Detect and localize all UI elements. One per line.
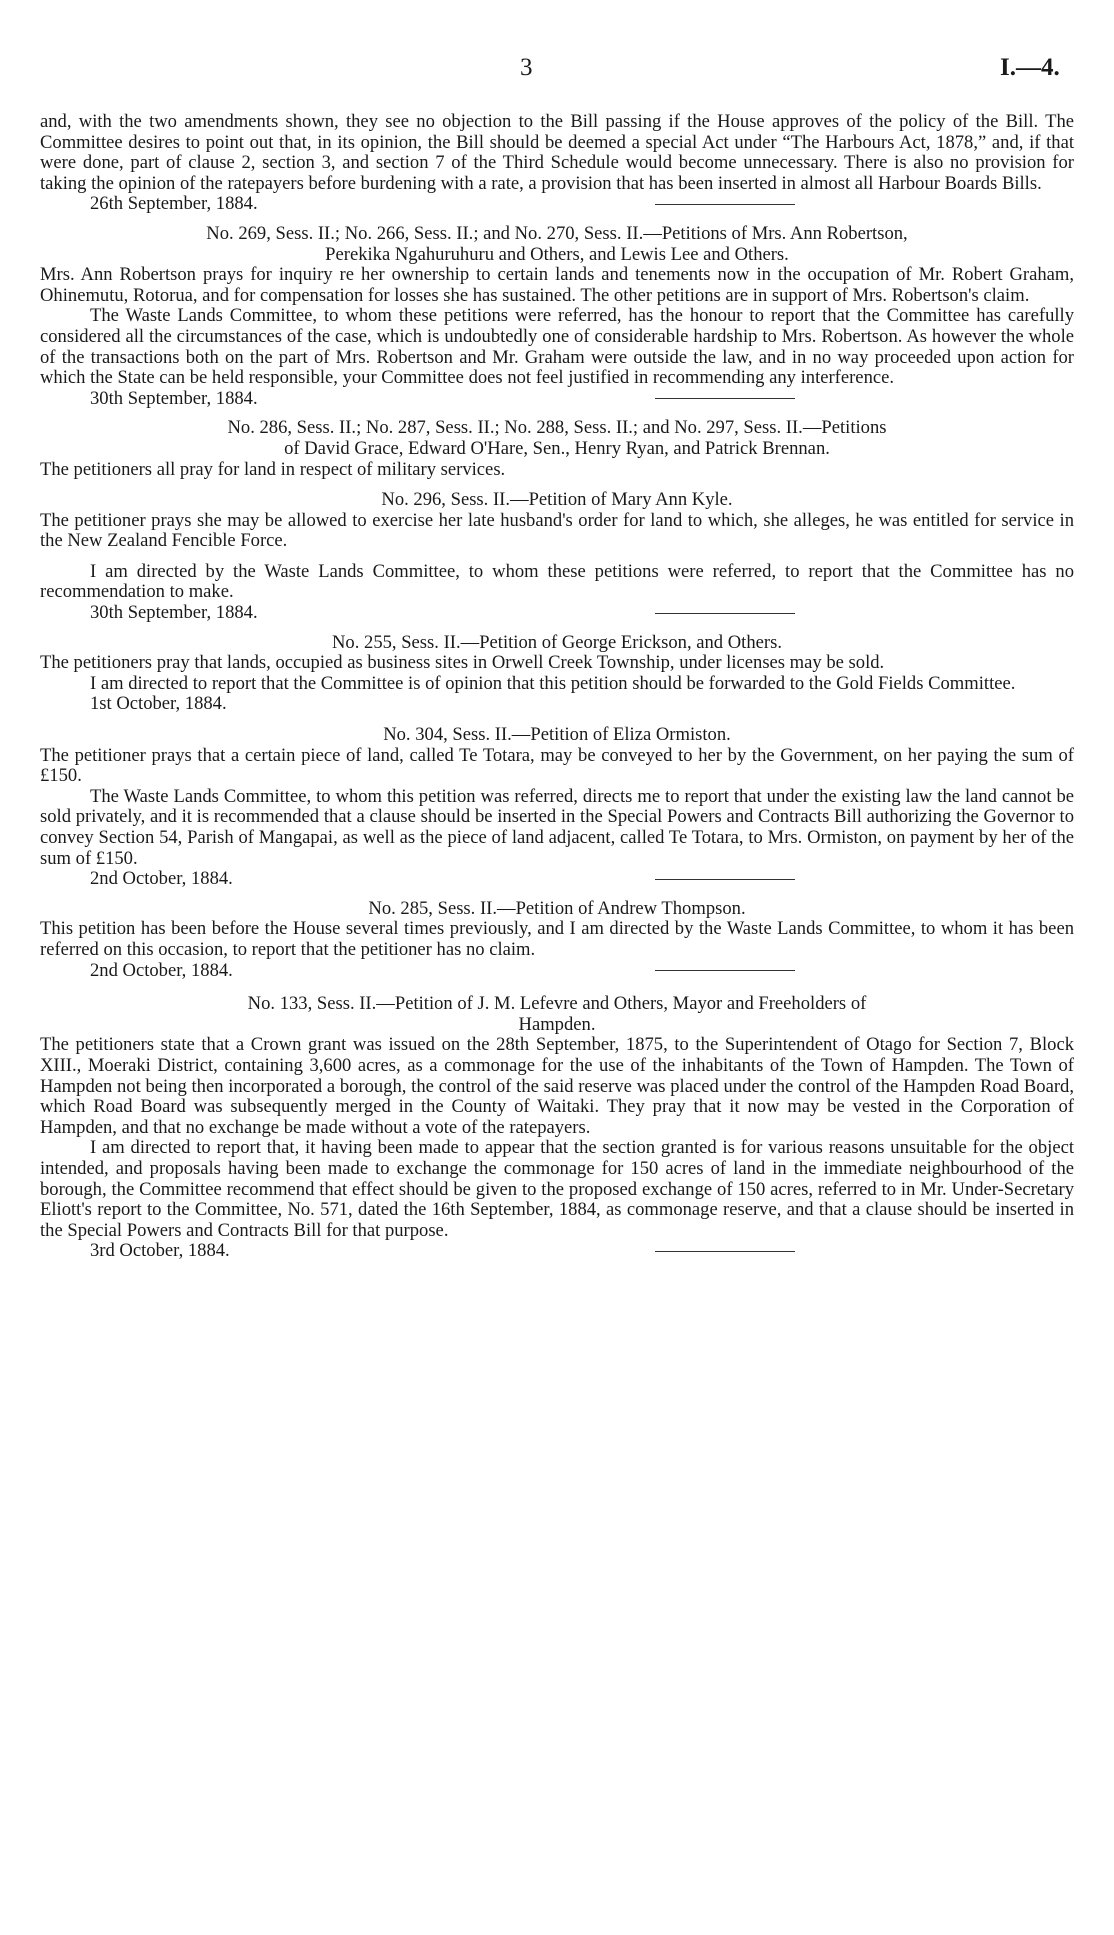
document-reference: I.—4.: [1000, 54, 1060, 81]
document-body: [40, 112, 1074, 1265]
section-paragraph: The petitioners state that a Crown grant was issued on the 28th September, 1875, to the Superintendent of Otago for Section 7, Block XIII., Moeraki District, containing 3,600 acres, as a commonage for the use of the inhabitants of the Town of Hampden. The Town of Hampden not being then incorporated a borough, the control of the said reserve was placed under the control of the Hampden Road Board, which Road Board was subsequently merged in the County of Waitaki. They pray that it now may be vested in the Corporation of Hampden, and that no exchange be made without a vote of the ratepayers.: [40, 1034, 1074, 1138]
section-paragraph: The petitioner prays that a certain piece of land, called Te Totara, may be conveyed to her by the Government, on her paying the sum of £150.: [40, 744, 1074, 787]
section-divider: [655, 1251, 795, 1252]
section-date: 3rd October, 1884.: [90, 1240, 230, 1262]
section-paragraph: The Waste Lands Committee, to whom this petition was referred, directs me to report that under the existing law the land cannot be sold privately, and it is recommended that a clause should be inserted in the Special Powers and Contracts Bill authorizing the Governor to convey Section 54, Parish of Mangapai, as well as the piece of land adjacent, called Te Totara, to Mrs. Ormiston, on payment by her of the sum of £150.: [40, 785, 1074, 869]
section-title: No. 296, Sess. II.—Petition of Mary Ann Kyle.: [381, 489, 733, 511]
page-number: 3: [520, 54, 533, 81]
section-paragraph: The petitioner prays she may be allowed to exercise her late husband's order for land to which, she alleges, he was entitled for service in the New Zealand Fencible Force.: [40, 509, 1074, 552]
section-date: 30th September, 1884.: [90, 387, 258, 409]
section-paragraph: I am directed to report that, it having been made to appear that the section granted is for various reasons unsuitable for the object intended, and proposals having been made to exchange the commonage for 150 acres of land in the immediate neighbourhood of the borough, the Committee recommend that effect should be given to the proposed exchange of 150 acres, referred to in Mr. Under-Secretary Eliott's report to the Committee, No. 571, dated the 16th September, 1884, as commonage reserve, and that a clause should be inserted in the Special Powers and Contracts Bill for that purpose.: [40, 1137, 1074, 1241]
section-title: No. 285, Sess. II.—Petition of Andrew Thompson.: [368, 897, 746, 919]
section-divider: [655, 613, 795, 614]
petition-section: [40, 897, 1074, 981]
section-divider: [655, 970, 795, 971]
section-paragraph: Mrs. Ann Robertson prays for inquiry re her ownership to certain lands and tenements now in the occupation of Mr. Robert Graham, Ohinemutu, Rotorua, and for compensation for losses she has sustained. The other petitions are in support of Mrs. Robertson's claim.: [40, 264, 1074, 306]
section-title: No. 286, Sess. II.; No. 287, Sess. II.; No. 288, Sess. II.; and No. 297, Sess. II.—Petitions: [227, 417, 887, 439]
section-paragraph: The petitioners pray that lands, occupied as business sites in Orwell Creek Township, under licenses may be sold.: [40, 652, 885, 674]
section-date: 2nd October, 1884.: [90, 868, 233, 890]
section-subtitle: Perekika Ngahuruhuru and Others, and Lewis Lee and Others.: [325, 243, 789, 265]
intro-paragraph: and, with the two amendments shown, they see no objection to the Bill passing if the House approves of the policy of the Bill. The Committee desires to point out that, in its opinion, the Bill should be deemed a special Act under “The Harbours Act, 1878,” and, if that were done, part of clause 2, section 3, and section 7 of the Third Schedule would become unnecessary. There is also no provision for taking the opinion of the ratepayers before burdening with a rate, a provision that has been inserted in almost all Harbour Boards Bills.: [40, 111, 1074, 194]
petition-section: [40, 222, 1074, 409]
petition-section: [40, 993, 1074, 1262]
petition-section: [40, 489, 1074, 624]
petition-section: [40, 418, 1074, 480]
section-subtitle: of David Grace, Edward O'Hare, Sen., Henry Ryan, and Patrick Brennan.: [284, 437, 830, 459]
petition-section: [40, 724, 1074, 890]
section-date: 2nd October, 1884.: [90, 959, 233, 981]
intro-date: 26th September, 1884.: [90, 193, 258, 215]
section-date: 30th September, 1884.: [90, 602, 258, 624]
section-paragraph: This petition has been before the House several times previously, and I am directed by the Waste Lands Committee, to whom it has been referred on this occasion, to report that the petitioner has no claim.: [40, 918, 1074, 960]
section-divider: [655, 398, 795, 399]
section-title: No. 304, Sess. II.—Petition of Eliza Ormiston.: [383, 724, 731, 746]
section-title: No. 133, Sess. II.—Petition of J. M. Lefevre and Others, Mayor and Freeholders of: [247, 993, 867, 1015]
section-divider: [655, 204, 795, 205]
section-date: 1st October, 1884.: [90, 693, 227, 715]
section-title: No. 269, Sess. II.; No. 266, Sess. II.; and No. 270, Sess. II.—Petitions of Mrs. Ann Robertson,: [206, 222, 908, 244]
section-paragraph: I am directed to report that the Committee is of opinion that this petition should be forwarded to the Gold Fields Committee.: [90, 672, 1016, 694]
section-paragraph: The Waste Lands Committee, to whom these petitions were referred, has the honour to report that the Committee has carefully considered all the circumstances of the case, which is undoubtedly one of considerable hardship to Mrs. Robertson. As however the whole of the transactions both on the part of Mrs. Robertson and Mr. Graham were outside the law, and in no way proceeded upon action for which the State can be held responsible, your Committee does not feel justified in recommending any interference.: [40, 305, 1074, 389]
section-divider: [655, 879, 795, 880]
petition-section: [40, 633, 1074, 715]
section-paragraph: The petitioners all pray for land in respect of military services.: [40, 458, 506, 480]
section-title: No. 255, Sess. II.—Petition of George Erickson, and Others.: [332, 631, 782, 653]
section-subtitle: Hampden.: [518, 1013, 596, 1035]
section-paragraph: I am directed by the Waste Lands Committee, to whom these petitions were referred, to report that the Committee has no recommendation to make.: [40, 560, 1074, 603]
